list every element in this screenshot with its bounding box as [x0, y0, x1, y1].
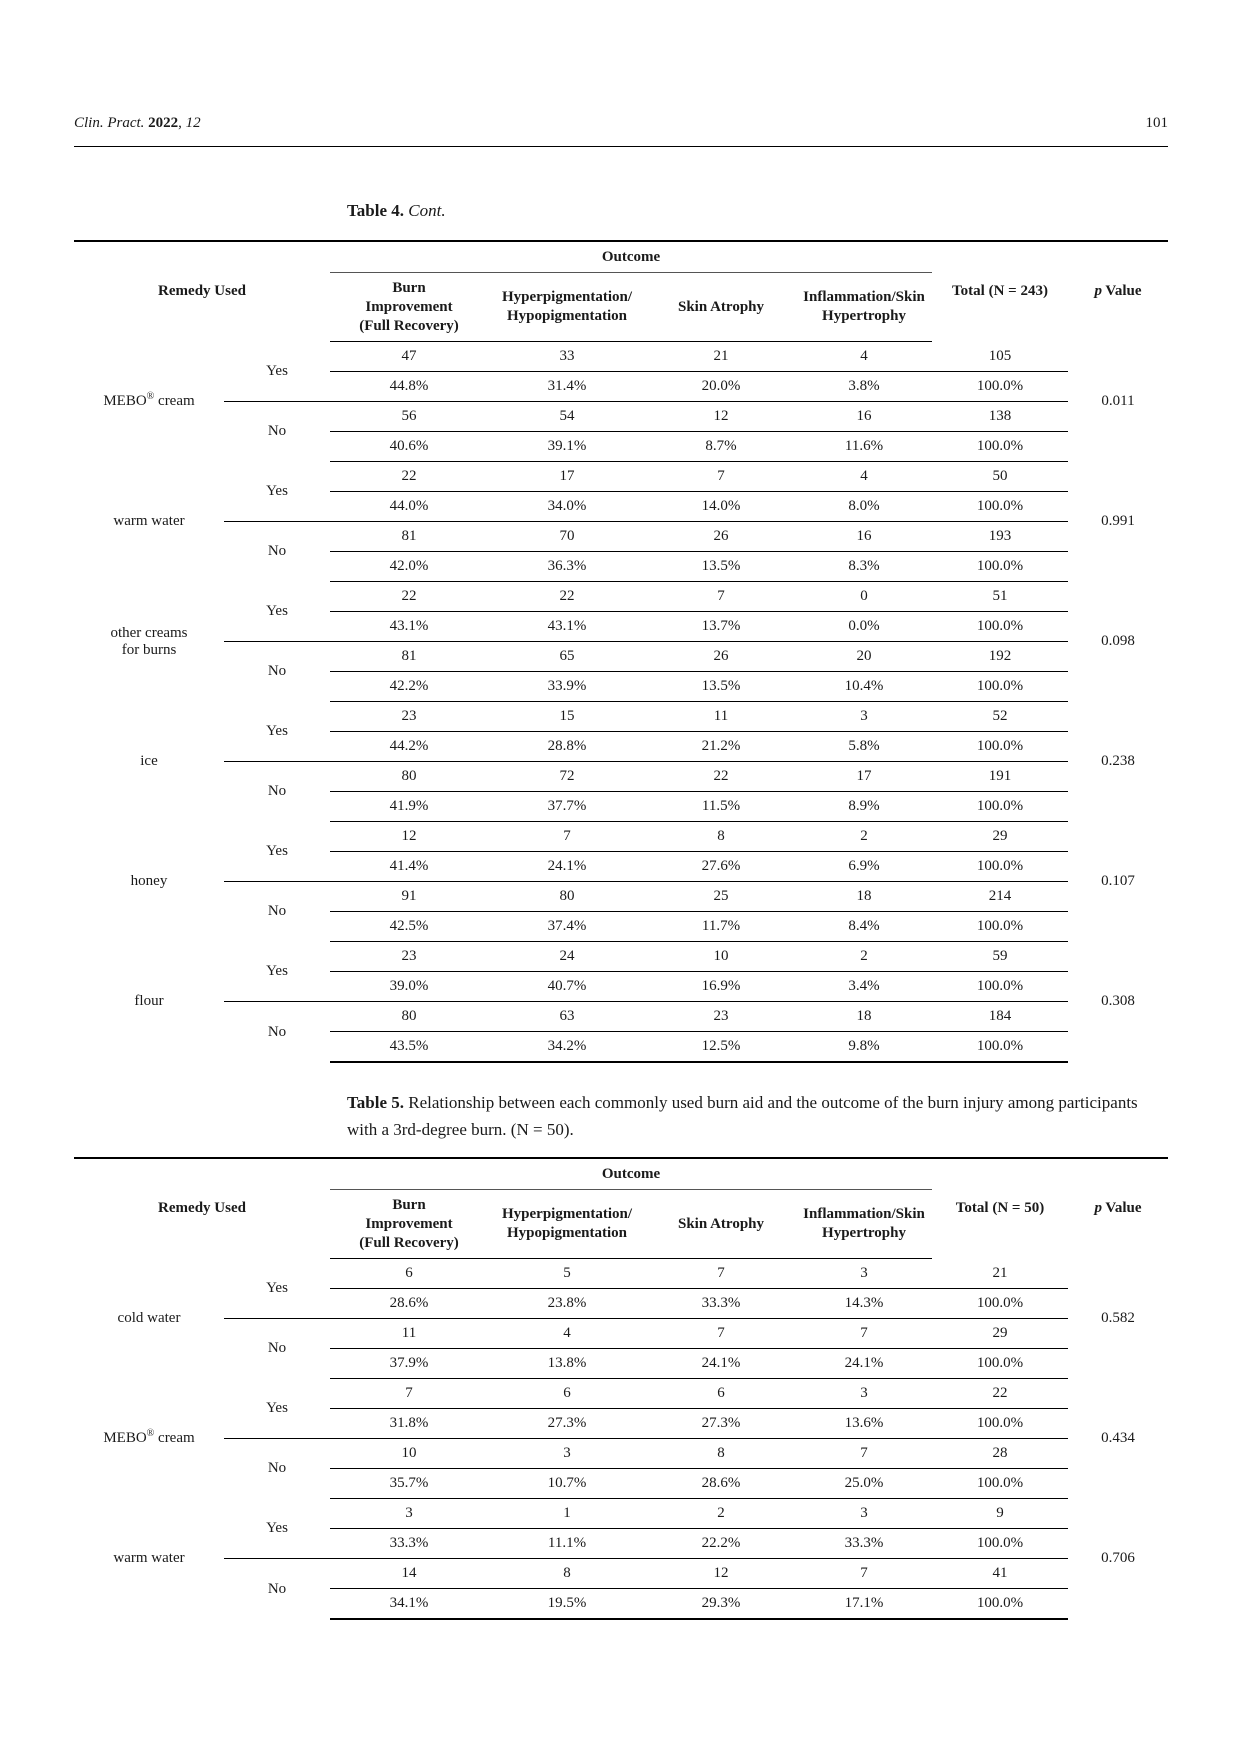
percent-cell: 33.3%	[330, 1529, 488, 1559]
no-label: No	[267, 663, 287, 680]
table-row	[74, 1559, 1168, 1589]
registered-mark: ®	[146, 1428, 155, 1439]
percent-cell: 13.7%	[646, 612, 796, 642]
remedy-used-header: Remedy Used	[74, 241, 330, 342]
p-value-suffix: Value	[1101, 1200, 1142, 1217]
percent-cell: 27.3%	[488, 1409, 646, 1439]
percent-cell: 100.0%	[932, 792, 1068, 822]
percent-cell: 28.6%	[330, 1289, 488, 1319]
percent-cell: 21.2%	[646, 732, 796, 762]
count-cell: 2	[646, 1499, 796, 1529]
count-cell: 2	[796, 942, 932, 972]
table-row	[74, 402, 1168, 432]
hdr-line: Improvement	[365, 298, 453, 315]
count-cell: 80	[330, 1002, 488, 1032]
count-cell: 22	[646, 762, 796, 792]
percent-cell: 10.4%	[796, 672, 932, 702]
count-cell: 17	[796, 762, 932, 792]
remedy-label: warm water	[113, 513, 185, 529]
percent-cell: 9.8%	[796, 1032, 932, 1063]
remedy-suffix: cream	[154, 1430, 195, 1446]
count-cell: 8	[488, 1559, 646, 1589]
count-cell: 80	[330, 762, 488, 792]
table-row	[74, 342, 1168, 372]
percent-cell: 25.0%	[796, 1469, 932, 1499]
total-header: Total (N = 50)	[932, 1158, 1068, 1259]
count-cell: 3	[330, 1499, 488, 1529]
count-cell: 22	[330, 462, 488, 492]
percent-cell: 37.4%	[488, 912, 646, 942]
count-cell: 3	[796, 1259, 932, 1289]
remedy-suffix: cream	[154, 393, 195, 409]
percent-cell: 8.9%	[796, 792, 932, 822]
skin-atrophy-header: Skin Atrophy	[646, 1190, 796, 1259]
remedy-name	[74, 702, 224, 822]
percent-cell: 100.0%	[932, 612, 1068, 642]
count-cell: 191	[932, 762, 1068, 792]
table-row	[74, 822, 1168, 852]
percent-cell: 37.9%	[330, 1349, 488, 1379]
percent-cell: 11.6%	[796, 432, 932, 462]
percent-cell: 100.0%	[932, 1529, 1068, 1559]
remedy-used-header: Remedy Used	[74, 1158, 330, 1259]
count-cell: 192	[932, 642, 1068, 672]
total-header: Total (N = 243)	[932, 241, 1068, 342]
percent-cell: 40.6%	[330, 432, 488, 462]
percent-cell: 8.7%	[646, 432, 796, 462]
registered-mark: ®	[146, 391, 155, 402]
yes-label: Yes	[224, 1379, 330, 1439]
p-value: 0.582	[1101, 1310, 1135, 1326]
percent-cell: 16.9%	[646, 972, 796, 1002]
p-value: 0.308	[1101, 993, 1135, 1010]
p-value-header	[1068, 241, 1168, 342]
percent-cell: 13.5%	[646, 552, 796, 582]
percent-cell: 43.5%	[330, 1032, 488, 1063]
percent-cell: 39.0%	[330, 972, 488, 1002]
count-cell: 72	[488, 762, 646, 792]
table-row	[74, 642, 1168, 672]
hyperpigmentation-header	[488, 1190, 646, 1259]
percent-cell: 41.9%	[330, 792, 488, 822]
remedy-label: warm water	[113, 1550, 185, 1567]
percent-cell: 41.4%	[330, 852, 488, 882]
remedy-label: honey	[130, 873, 168, 889]
percent-cell: 11.5%	[646, 792, 796, 822]
count-cell: 51	[932, 582, 1068, 612]
skin-atrophy-header: Skin Atrophy	[646, 273, 796, 342]
p-italic: p	[1094, 1200, 1102, 1217]
count-cell: 23	[330, 942, 488, 972]
count-cell: 21	[932, 1259, 1068, 1289]
hdr-line: Hypopigmentation	[506, 1225, 627, 1241]
percent-cell: 43.1%	[330, 612, 488, 642]
count-cell: 7	[330, 1379, 488, 1409]
count-cell: 25	[646, 882, 796, 912]
inflammation-header	[796, 1190, 932, 1259]
count-cell: 47	[330, 342, 488, 372]
percent-cell: 20.0%	[646, 372, 796, 402]
p-value-suffix: Value	[1101, 283, 1142, 300]
percent-cell: 28.8%	[488, 732, 646, 762]
percent-cell: 31.8%	[330, 1409, 488, 1439]
table4-caption	[347, 197, 1169, 224]
p-value: 0.238	[1101, 753, 1135, 769]
count-cell: 4	[796, 462, 932, 492]
count-cell: 22	[330, 582, 488, 612]
count-cell: 14	[330, 1559, 488, 1589]
count-cell: 54	[488, 402, 646, 432]
count-cell: 63	[488, 1002, 646, 1032]
hdr-line: (Full Recovery)	[359, 317, 459, 334]
percent-cell: 43.1%	[488, 612, 646, 642]
page-number: 101	[1145, 115, 1168, 131]
page-header	[74, 112, 1168, 147]
count-cell: 26	[646, 642, 796, 672]
count-cell: 50	[932, 462, 1068, 492]
percent-cell: 100.0%	[932, 852, 1068, 882]
count-cell: 52	[932, 702, 1068, 732]
count-cell: 12	[330, 822, 488, 852]
table-row	[74, 582, 1168, 612]
percent-cell: 34.1%	[330, 1589, 488, 1620]
table-row	[74, 882, 1168, 912]
no-label: No	[267, 1460, 287, 1477]
remedy-name	[74, 1499, 224, 1620]
yes-label: Yes	[224, 1499, 330, 1559]
percent-cell: 31.4%	[488, 372, 646, 402]
percent-cell: 8.0%	[796, 492, 932, 522]
table5	[74, 1157, 1168, 1620]
percent-cell: 37.7%	[488, 792, 646, 822]
table5-caption-label: Table 5.	[347, 1093, 405, 1112]
percent-cell: 100.0%	[932, 912, 1068, 942]
percent-cell: 22.2%	[646, 1529, 796, 1559]
percent-cell: 33.3%	[646, 1289, 796, 1319]
percent-cell: 0.0%	[796, 612, 932, 642]
remedy-name	[74, 582, 224, 702]
p-value: 0.098	[1101, 633, 1135, 649]
percent-cell: 17.1%	[796, 1589, 932, 1620]
percent-cell: 14.3%	[796, 1289, 932, 1319]
count-cell: 56	[330, 402, 488, 432]
count-cell: 3	[488, 1439, 646, 1469]
remedy-name	[74, 342, 224, 462]
percent-cell: 23.8%	[488, 1289, 646, 1319]
percent-cell: 27.6%	[646, 852, 796, 882]
percent-cell: 13.5%	[646, 672, 796, 702]
table-row	[74, 942, 1168, 972]
count-cell: 10	[330, 1439, 488, 1469]
no-label: No	[267, 783, 287, 800]
hdr-line: Hyperpigmentation/	[502, 289, 632, 305]
hdr-line: Inflammation/Skin	[803, 289, 925, 305]
count-cell: 7	[646, 1319, 796, 1349]
count-cell: 23	[646, 1002, 796, 1032]
percent-cell: 100.0%	[932, 432, 1068, 462]
table-row	[74, 1002, 1168, 1032]
table-row	[74, 1439, 1168, 1469]
remedy-name	[74, 942, 224, 1063]
count-cell: 8	[646, 822, 796, 852]
count-cell: 15	[488, 702, 646, 732]
count-cell: 7	[488, 822, 646, 852]
percent-cell: 40.7%	[488, 972, 646, 1002]
percent-cell: 44.2%	[330, 732, 488, 762]
remedy-label-line2: for burns	[121, 641, 177, 658]
count-cell: 7	[646, 462, 796, 492]
percent-cell: 8.3%	[796, 552, 932, 582]
count-cell: 105	[932, 342, 1068, 372]
count-cell: 7	[796, 1559, 932, 1589]
p-value: 0.107	[1101, 873, 1135, 889]
percent-cell: 42.0%	[330, 552, 488, 582]
percent-cell: 100.0%	[932, 372, 1068, 402]
percent-cell: 28.6%	[646, 1469, 796, 1499]
percent-cell: 13.8%	[488, 1349, 646, 1379]
journal-year: 2022	[148, 115, 179, 131]
count-cell: 17	[488, 462, 646, 492]
count-cell: 16	[796, 402, 932, 432]
yes-label: Yes	[224, 822, 330, 882]
percent-cell: 100.0%	[932, 1409, 1068, 1439]
table4-caption-text: Cont.	[408, 201, 446, 220]
count-cell: 81	[330, 642, 488, 672]
count-cell: 8	[646, 1439, 796, 1469]
percent-cell: 12.5%	[646, 1032, 796, 1063]
count-cell: 2	[796, 822, 932, 852]
table-row	[74, 1379, 1168, 1409]
count-cell: 18	[796, 882, 932, 912]
hdr-line: Hypertrophy	[822, 1225, 906, 1241]
count-cell: 5	[488, 1259, 646, 1289]
remedy-name	[74, 462, 224, 582]
table-row	[74, 1259, 1168, 1289]
p-value: 0.434	[1101, 1430, 1135, 1446]
remedy-label: cold water	[117, 1310, 181, 1326]
count-cell: 10	[646, 942, 796, 972]
yes-label: Yes	[224, 582, 330, 642]
count-cell: 26	[646, 522, 796, 552]
percent-cell: 42.2%	[330, 672, 488, 702]
count-cell: 0	[796, 582, 932, 612]
percent-cell: 39.1%	[488, 432, 646, 462]
count-cell: 1	[488, 1499, 646, 1529]
count-cell: 80	[488, 882, 646, 912]
count-cell: 11	[646, 702, 796, 732]
remedy-name	[74, 822, 224, 942]
table5-body	[74, 1259, 1168, 1620]
count-cell: 214	[932, 882, 1068, 912]
percent-cell: 24.1%	[796, 1349, 932, 1379]
p-value: 0.706	[1101, 1550, 1135, 1567]
remedy-name	[74, 1379, 224, 1499]
yes-label: Yes	[224, 342, 330, 402]
hdr-line: Burn	[392, 279, 426, 296]
count-cell: 20	[796, 642, 932, 672]
percent-cell: 24.1%	[488, 852, 646, 882]
count-cell: 29	[932, 822, 1068, 852]
count-cell: 16	[796, 522, 932, 552]
table5-caption	[347, 1089, 1169, 1143]
percent-cell: 44.0%	[330, 492, 488, 522]
percent-cell: 42.5%	[330, 912, 488, 942]
count-cell: 29	[932, 1319, 1068, 1349]
count-cell: 138	[932, 402, 1068, 432]
count-cell: 3	[796, 1379, 932, 1409]
hdr-line: Hypertrophy	[822, 308, 906, 324]
percent-cell: 13.6%	[796, 1409, 932, 1439]
percent-cell: 6.9%	[796, 852, 932, 882]
percent-cell: 44.8%	[330, 372, 488, 402]
count-cell: 33	[488, 342, 646, 372]
hyperpigmentation-header	[488, 273, 646, 342]
table-row	[74, 762, 1168, 792]
count-cell: 65	[488, 642, 646, 672]
outcome-header: Outcome	[330, 1158, 932, 1190]
table-row	[74, 702, 1168, 732]
remedy-label: ice	[140, 753, 158, 769]
hdr-line: Hypopigmentation	[506, 308, 627, 324]
count-cell: 28	[932, 1439, 1068, 1469]
journal-volume: 12	[185, 115, 201, 131]
count-cell: 6	[646, 1379, 796, 1409]
count-cell: 7	[646, 582, 796, 612]
percent-cell: 33.3%	[796, 1529, 932, 1559]
remedy-label: MEBO	[103, 1430, 147, 1446]
hdr-line: Inflammation/Skin	[803, 1206, 925, 1222]
no-label: No	[267, 1340, 287, 1357]
remedy-label: other creams	[110, 624, 188, 641]
count-cell: 184	[932, 1002, 1068, 1032]
journal-citation: Clin. Pract. 2022, 12	[74, 115, 201, 131]
percent-cell: 34.0%	[488, 492, 646, 522]
table4-caption-label: Table 4.	[347, 201, 405, 220]
p-italic: p	[1094, 283, 1102, 300]
percent-cell: 3.8%	[796, 372, 932, 402]
percent-cell: 34.2%	[488, 1032, 646, 1063]
remedy-label: MEBO	[103, 393, 147, 409]
count-cell: 70	[488, 522, 646, 552]
percent-cell: 35.7%	[330, 1469, 488, 1499]
percent-cell: 100.0%	[932, 1469, 1068, 1499]
outcome-header: Outcome	[330, 241, 932, 273]
count-cell: 21	[646, 342, 796, 372]
count-cell: 59	[932, 942, 1068, 972]
count-cell: 3	[796, 702, 932, 732]
percent-cell: 11.7%	[646, 912, 796, 942]
yes-label: Yes	[224, 942, 330, 1002]
table-row	[74, 462, 1168, 492]
inflammation-header	[796, 273, 932, 342]
percent-cell: 29.3%	[646, 1589, 796, 1620]
no-label: No	[267, 903, 287, 920]
count-cell: 23	[330, 702, 488, 732]
count-cell: 3	[796, 1499, 932, 1529]
yes-label: Yes	[224, 462, 330, 522]
percent-cell: 14.0%	[646, 492, 796, 522]
hdr-line: Improvement	[365, 1215, 453, 1232]
percent-cell: 3.4%	[796, 972, 932, 1002]
percent-cell: 100.0%	[932, 1032, 1068, 1063]
count-cell: 6	[330, 1259, 488, 1289]
table4-body	[74, 342, 1168, 1063]
percent-cell: 100.0%	[932, 552, 1068, 582]
count-cell: 22	[932, 1379, 1068, 1409]
journal-abbrev: Clin. Pract.	[74, 115, 145, 131]
count-cell: 12	[646, 1559, 796, 1589]
hdr-line: Hyperpigmentation/	[502, 1206, 632, 1222]
p-value: 0.011	[1101, 393, 1135, 409]
count-cell: 12	[646, 402, 796, 432]
yes-label: Yes	[224, 702, 330, 762]
count-cell: 7	[796, 1439, 932, 1469]
no-label: No	[267, 543, 287, 560]
count-cell: 91	[330, 882, 488, 912]
hdr-line: Burn	[392, 1196, 426, 1213]
percent-cell: 10.7%	[488, 1469, 646, 1499]
remedy-label: flour	[134, 993, 164, 1010]
hdr-line: (Full Recovery)	[359, 1234, 459, 1251]
count-cell: 11	[330, 1319, 488, 1349]
no-label: No	[267, 423, 287, 440]
percent-cell: 8.4%	[796, 912, 932, 942]
percent-cell: 5.8%	[796, 732, 932, 762]
count-cell: 6	[488, 1379, 646, 1409]
table5-caption-text: Relationship between each commonly used burn aid and the outcome of the burn injury among participants with a 3rd-degree burn. (N = 50).	[347, 1093, 1138, 1139]
no-label: No	[267, 1023, 287, 1040]
percent-cell: 100.0%	[932, 492, 1068, 522]
p-value: 0.991	[1101, 513, 1135, 529]
count-cell: 7	[796, 1319, 932, 1349]
percent-cell: 19.5%	[488, 1589, 646, 1620]
percent-cell: 100.0%	[932, 1349, 1068, 1379]
table-row	[74, 1499, 1168, 1529]
percent-cell: 100.0%	[932, 1289, 1068, 1319]
percent-cell: 100.0%	[932, 732, 1068, 762]
yes-label: Yes	[224, 1259, 330, 1319]
percent-cell: 100.0%	[932, 1589, 1068, 1620]
percent-cell: 36.3%	[488, 552, 646, 582]
count-cell: 81	[330, 522, 488, 552]
count-cell: 193	[932, 522, 1068, 552]
count-cell: 41	[932, 1559, 1068, 1589]
percent-cell: 27.3%	[646, 1409, 796, 1439]
percent-cell: 100.0%	[932, 972, 1068, 1002]
count-cell: 9	[932, 1499, 1068, 1529]
burn-improvement-header	[330, 1190, 488, 1259]
percent-cell: 24.1%	[646, 1349, 796, 1379]
percent-cell: 11.1%	[488, 1529, 646, 1559]
table-row	[74, 1319, 1168, 1349]
count-cell: 18	[796, 1002, 932, 1032]
remedy-name	[74, 1259, 224, 1379]
burn-improvement-header	[330, 273, 488, 342]
count-cell: 7	[646, 1259, 796, 1289]
count-cell: 24	[488, 942, 646, 972]
count-cell: 22	[488, 582, 646, 612]
no-label: No	[267, 1580, 287, 1597]
table4	[74, 240, 1168, 1063]
count-cell: 4	[796, 342, 932, 372]
table-row	[74, 522, 1168, 552]
p-value-header	[1068, 1158, 1168, 1259]
count-cell: 4	[488, 1319, 646, 1349]
percent-cell: 33.9%	[488, 672, 646, 702]
percent-cell: 100.0%	[932, 672, 1068, 702]
